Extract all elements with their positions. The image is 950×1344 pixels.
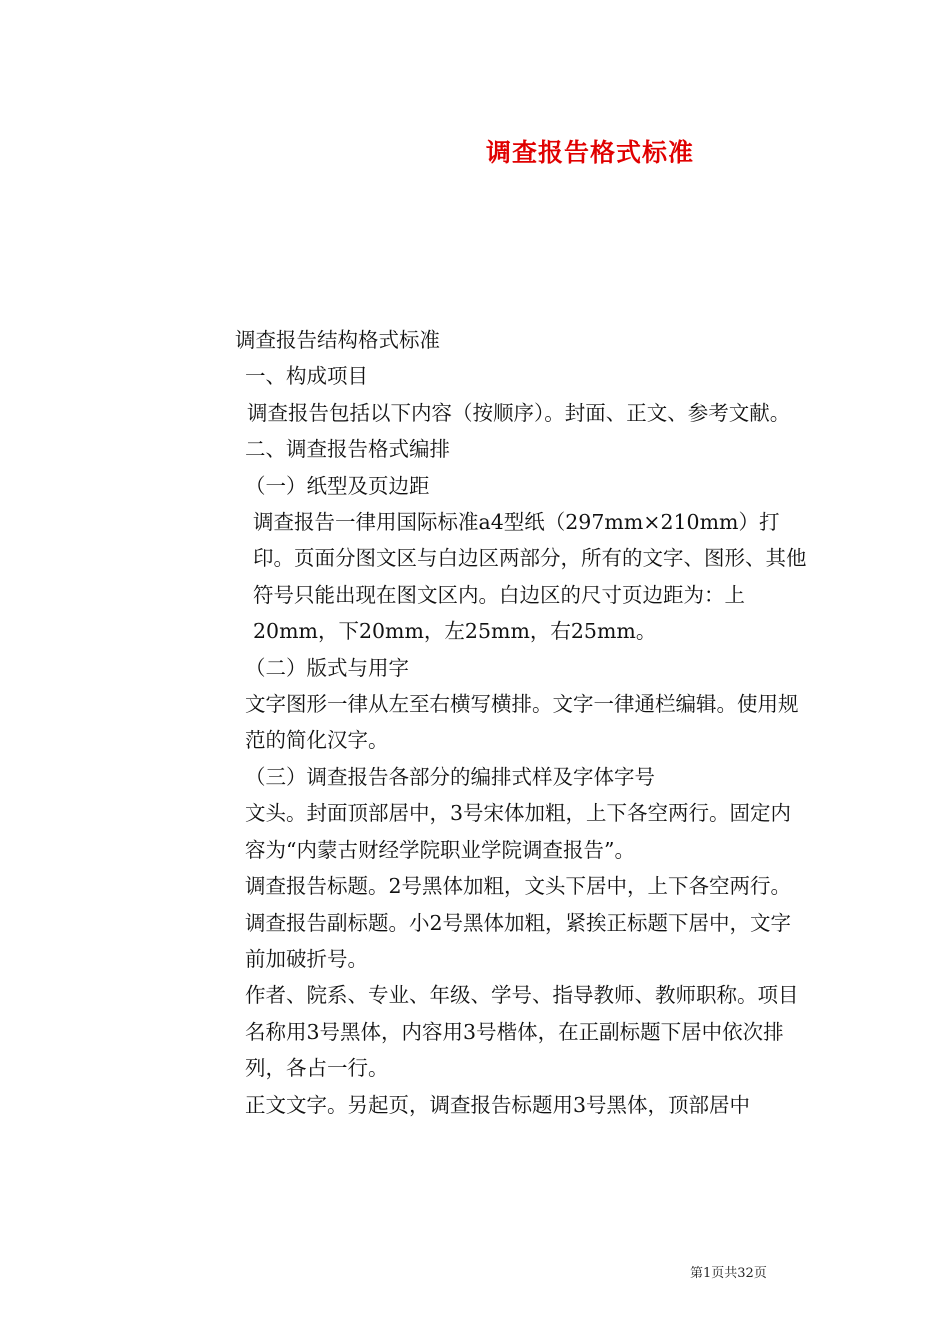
paragraph: 调查报告副标题。小2号黑体加粗，紧挨正标题下居中，文字前加破折号。 bbox=[245, 910, 792, 971]
paragraph: （二）版式与用字 bbox=[245, 655, 409, 680]
paragraph: （一）纸型及页边距 bbox=[245, 473, 430, 498]
paragraph: 调查报告包括以下内容（按顺序）。封面、正文、参考文献。 bbox=[247, 400, 791, 425]
paragraph: 一、构成项目 bbox=[245, 364, 368, 389]
paragraph: 调查报告标题。2号黑体加粗，文头下居中，上下各空两行。 bbox=[245, 874, 792, 899]
document-body bbox=[145, 322, 810, 1123]
paragraph: 文头。封面顶部居中，3号宋体加粗，上下各空两行。固定内容为“内蒙古财经学院职业学院调查报告”。 bbox=[245, 801, 792, 862]
paragraph: 文字图形一律从左至右横写横排。文字一律通栏编辑。使用规范的简化汉字。 bbox=[245, 692, 799, 753]
paragraph: 正文文字。另起页，调查报告标题用3号黑体，顶部居中 bbox=[245, 1092, 751, 1117]
page-number-footer: 第1页共32页 bbox=[690, 1266, 767, 1281]
paragraph: 二、调查报告格式编排 bbox=[245, 437, 450, 462]
paragraph: 作者、院系、专业、年级、学号、指导教师、教师职称。项目名称用3号黑体，内容用3号楷体，在正副标题下居中依次排列，各占一行。 bbox=[245, 983, 799, 1081]
document-title: 调查报告格式标准 bbox=[485, 138, 694, 167]
paragraph: （三）调查报告各部分的编排式样及字体字号 bbox=[245, 764, 655, 789]
paragraph: 调查报告结构格式标准 bbox=[235, 328, 440, 352]
paragraph: 调查报告一律用国际标准a4型纸（297mm×210mm）打印。页面分图文区与白边区两部分，所有的文字、图形、其他符号只能出现在图文区内。白边区的尺寸页边距为：上20mm，下20mm，左25mm，右25mm。 bbox=[253, 510, 807, 644]
